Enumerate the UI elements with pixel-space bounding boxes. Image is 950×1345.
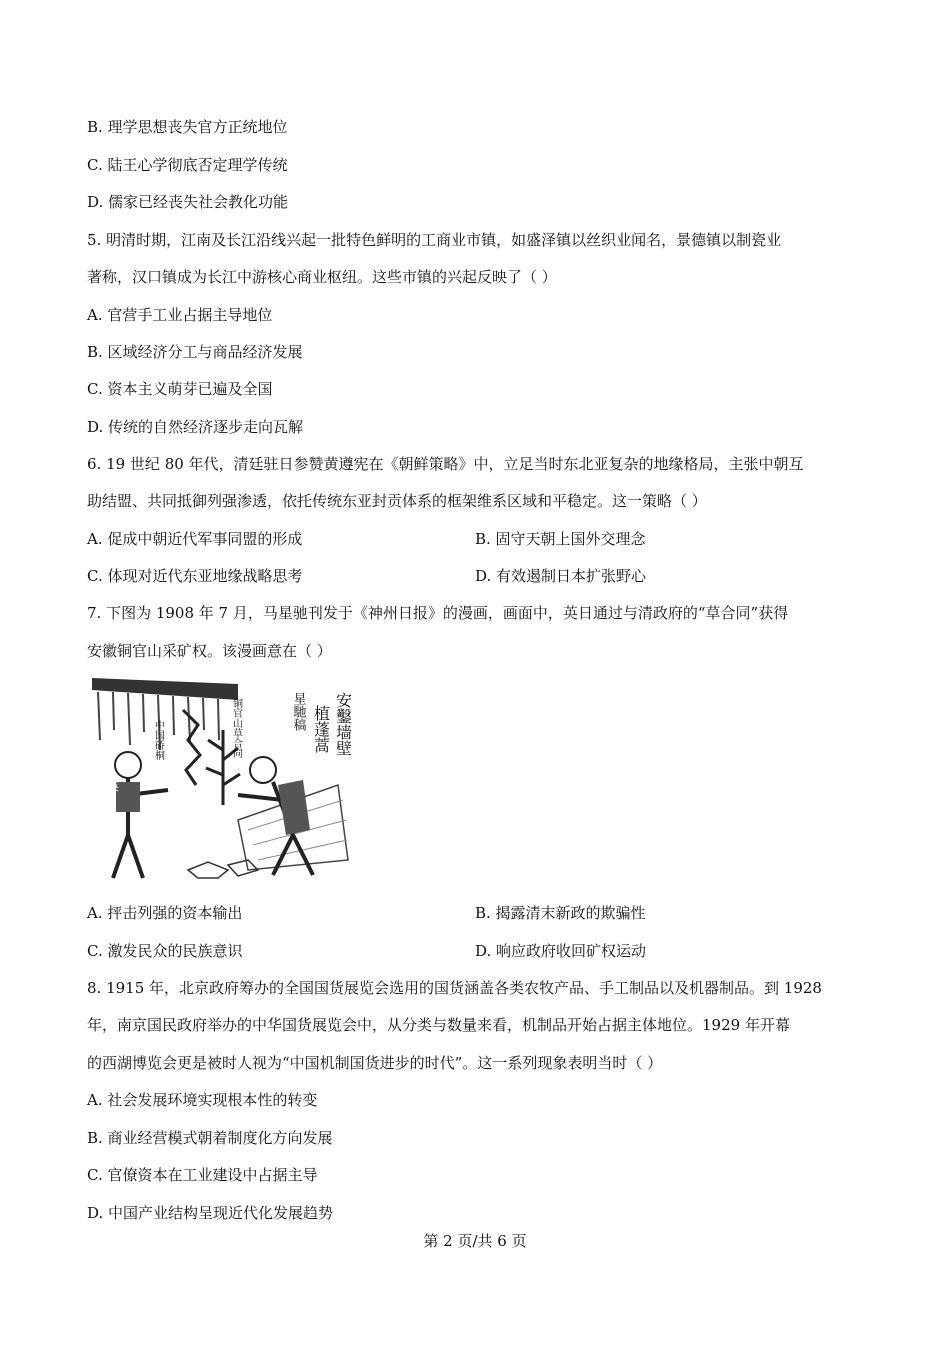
cartoon-contract-label: 铜官山草合同 bbox=[230, 698, 242, 758]
q6-option-c: C. 体现对近代东亚地缘战略思考 bbox=[87, 567, 303, 585]
q7-option-c: C. 激发民众的民族意识 bbox=[87, 942, 243, 960]
cartoon-artist: 星馳稿 bbox=[290, 692, 306, 731]
q8-stem-line3: 的西湖博览会更是被时人视为“中国机制国货进步的时代”。这一系列现象表明当时（ ） bbox=[87, 1054, 663, 1072]
q6-option-d: D. 有效遏制日本扩张野心 bbox=[475, 567, 647, 585]
page-footer: 第 2 页/共 6 页 bbox=[423, 1232, 527, 1250]
q7-option-a: A. 抨击列强的资本输出 bbox=[87, 904, 243, 922]
q5-option-d: D. 传统的自然经济逐步走向瓦解 bbox=[87, 418, 304, 436]
q5-option-a: A. 官营手工业占据主导地位 bbox=[87, 306, 273, 324]
q8-option-c: C. 官僚资本在工业建设中占据主导 bbox=[87, 1166, 318, 1184]
q6-stem-line1: 6. 19 世纪 80 年代，清廷驻日参赞黄遵宪在《朝鲜策略》中，立足当时东北亚复杂的地缘格局，主张中朝互 bbox=[87, 455, 804, 473]
q5-stem-line1: 5. 明清时期，江南及长江沿线兴起一批特色鲜明的工商业市镇，如盛泽镇以丝织业闻名，景德镇以制瓷业 bbox=[87, 231, 782, 249]
q8-option-b: B. 商业经营模式朝着制度化方向发展 bbox=[87, 1129, 333, 1147]
prev-option-d: D. 儒家已经丧失社会教化功能 bbox=[87, 193, 289, 211]
cartoon-title-col1: 安鑿墙壁 bbox=[333, 692, 353, 756]
q7-option-b: B. 揭露清末新政的欺骗性 bbox=[475, 904, 646, 922]
q8-option-d: D. 中国产业结构呈现近代化发展趋势 bbox=[87, 1204, 334, 1222]
q7-option-d: D. 响应政府收回矿权运动 bbox=[475, 942, 647, 960]
q8-stem-line2: 年，南京国民政府举办的中华国货展览会中，从分类与数量来看，机制品开始占据主体地位。1929 年开幕 bbox=[87, 1016, 790, 1034]
q5-option-b: B. 区域经济分工与商品经济发展 bbox=[87, 343, 303, 361]
q6-option-a: A. 促成中朝近代军事同盟的形成 bbox=[87, 530, 303, 548]
cartoon-title-col2: 植蓬蒿 bbox=[311, 705, 331, 753]
cartoon-image bbox=[88, 670, 360, 886]
cartoon-wall-label: 中国硚桐 bbox=[152, 720, 164, 760]
q8-stem-line1: 8. 1915 年，北京政府筹办的全国国货展览会选用的国货涵盖各类农牧产品、手工制品以及机器制品。到 1928 bbox=[87, 979, 822, 997]
q8-option-a: A. 社会发展环境实现根本性的转变 bbox=[87, 1091, 318, 1109]
q6-stem-line2: 助结盟、共同抵御列强渗透，依托传统东亚封贡体系的框架维系区域和平稳定。这一策略（ ） bbox=[87, 492, 707, 510]
q5-option-c: C. 资本主义萌芽已遍及全国 bbox=[87, 380, 273, 398]
cartoon-figure-label: 英 bbox=[108, 780, 119, 793]
q6-option-b: B. 固守天朝上国外交理念 bbox=[475, 530, 646, 548]
q7-stem-line1: 7. 下图为 1908 年 7 月，马星驰刊发于《神州日报》的漫画，画面中，英日通过与清政府的“草合同”获得 bbox=[87, 604, 789, 622]
q5-stem-line2: 著称，汉口镇成为长江中游核心商业枢纽。这些市镇的兴起反映了（ ） bbox=[87, 268, 557, 286]
prev-option-b: B. 理学思想丧失官方正统地位 bbox=[87, 118, 288, 136]
prev-option-c: C. 陆王心学彻底否定理学传统 bbox=[87, 156, 288, 174]
q7-stem-line2: 安徽铜官山采矿权。该漫画意在（ ） bbox=[87, 642, 332, 660]
